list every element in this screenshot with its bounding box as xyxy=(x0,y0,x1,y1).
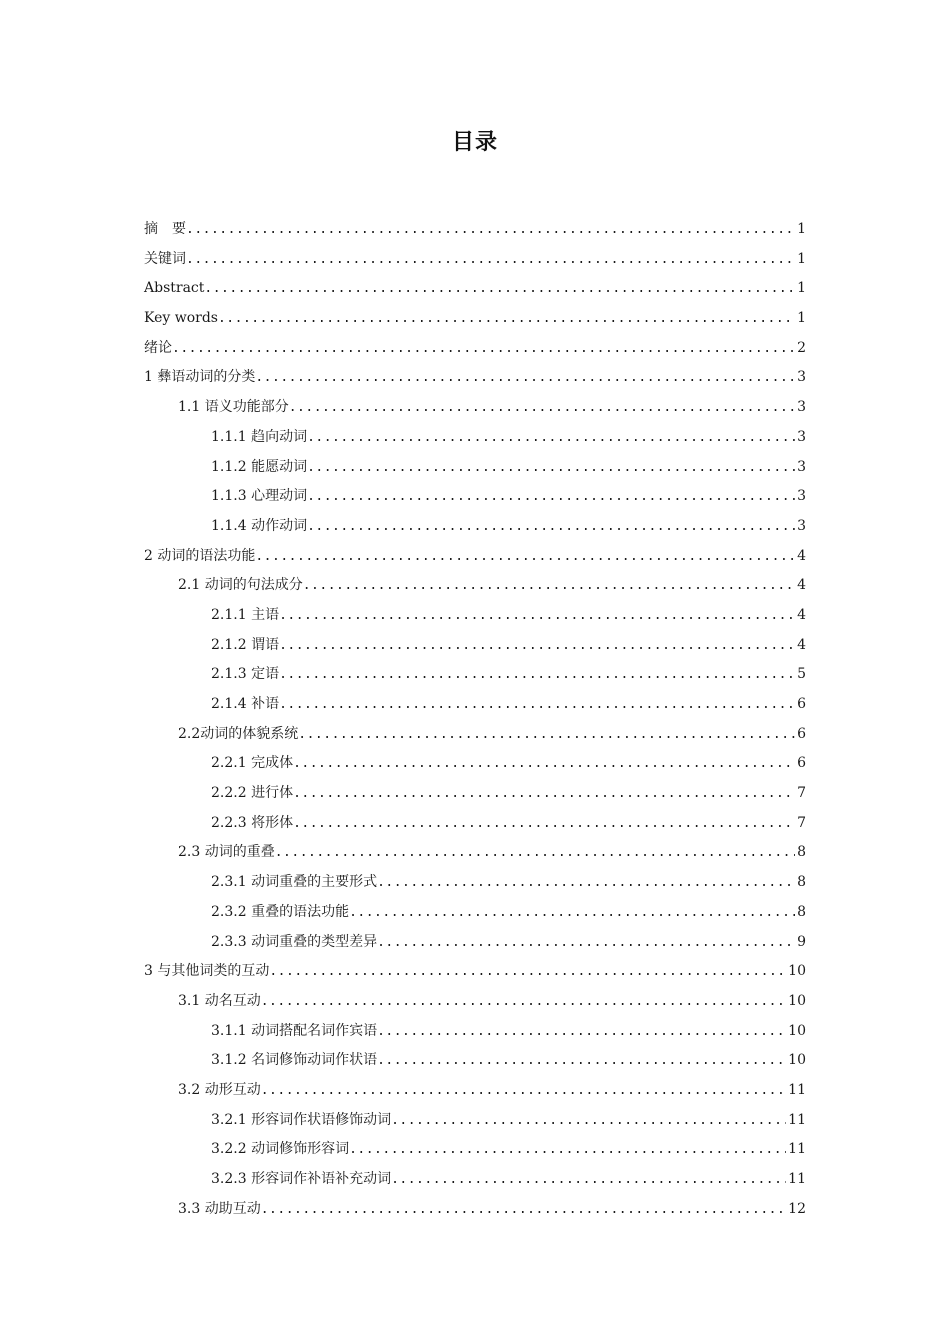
toc-entry-label: 1.1.4 动作动词 xyxy=(211,517,308,534)
dot-leader xyxy=(172,334,795,364)
toc-entry-page-number: 11 xyxy=(788,1111,806,1128)
dot-leader xyxy=(349,1135,786,1165)
toc-entry-page-number: 10 xyxy=(788,992,806,1009)
dot-leader xyxy=(293,779,795,809)
toc-entry-label: 3.2.2 动词修饰形容词 xyxy=(211,1141,350,1158)
dot-leader xyxy=(261,987,786,1017)
toc-entry-label: 3.3 动助互动 xyxy=(178,1200,261,1217)
toc-entry[interactable] xyxy=(144,453,806,483)
toc-entry-page-number: 3 xyxy=(797,399,806,416)
toc-entry-label: 1 彝语动词的分类 xyxy=(144,369,256,386)
toc-entry-label: 3.2.1 形容词作状语修饰动词 xyxy=(211,1111,392,1128)
toc-entry-label: 2.2动词的体貌系统 xyxy=(178,725,299,742)
dot-leader xyxy=(275,838,795,868)
toc-entry-page-number: 3 xyxy=(797,458,806,475)
dot-leader xyxy=(349,898,795,928)
toc-entry[interactable] xyxy=(144,779,806,809)
toc-entry-label: 摘 要 xyxy=(144,221,186,237)
dot-leader xyxy=(377,1017,786,1047)
toc-entry-label: 1.1 语义功能部分 xyxy=(178,399,289,416)
toc-entry-page-number: 1 xyxy=(797,221,806,237)
toc-entry[interactable] xyxy=(144,1046,806,1076)
toc-entry[interactable] xyxy=(144,749,806,779)
toc-entry[interactable] xyxy=(144,601,806,631)
toc-entry-label: 3.1.2 名词修饰动词作状语 xyxy=(211,1052,378,1069)
toc-entry-page-number: 5 xyxy=(797,666,806,683)
dot-leader xyxy=(261,1076,786,1106)
toc-entry[interactable] xyxy=(144,690,806,720)
toc-entry[interactable] xyxy=(144,571,806,601)
toc-entry-label: 3.1 动名互动 xyxy=(178,992,261,1009)
toc-entry-label: 1.1.3 心理动词 xyxy=(211,488,308,505)
page-title: 目录 xyxy=(451,130,498,155)
toc-entry[interactable] xyxy=(144,928,806,958)
toc-entry-label: 2.2.2 进行体 xyxy=(211,785,294,802)
toc-entry[interactable] xyxy=(144,898,806,928)
toc-entry-page-number: 3 xyxy=(797,488,806,505)
toc-entry[interactable] xyxy=(144,334,806,364)
dot-leader xyxy=(293,749,795,779)
toc-entry[interactable] xyxy=(144,1106,806,1136)
toc-entry-page-number: 2 xyxy=(797,339,806,356)
dot-leader xyxy=(303,571,795,601)
toc-entry-label: 关键词 xyxy=(144,250,186,267)
toc-entry[interactable] xyxy=(144,1076,806,1106)
toc-entry[interactable] xyxy=(144,542,806,572)
toc-entry-page-number: 4 xyxy=(797,547,806,564)
toc-entry[interactable] xyxy=(144,245,806,275)
toc-entry-label: 1.1.2 能愿动词 xyxy=(211,458,308,475)
toc-entry[interactable] xyxy=(144,482,806,512)
toc-entry[interactable] xyxy=(144,423,806,453)
toc-entry-label: 2.1.4 补语 xyxy=(211,696,280,712)
dot-leader xyxy=(186,245,795,275)
toc-entry-label: 3 与其他词类的互动 xyxy=(144,963,270,980)
toc-entry-page-number: 3 xyxy=(797,369,806,386)
toc-entry[interactable] xyxy=(144,304,806,334)
dot-leader xyxy=(186,215,795,245)
toc-entry-label: 2 动词的语法功能 xyxy=(144,547,256,564)
toc-entry-label: 2.1.3 定语 xyxy=(211,666,280,683)
toc-entry-label: 1.1.1 趋向动词 xyxy=(211,428,308,445)
dot-leader xyxy=(377,1046,786,1076)
dot-leader xyxy=(279,601,795,631)
toc-entry-page-number: 10 xyxy=(788,1052,806,1069)
toc-entry-page-number: 3 xyxy=(797,428,806,445)
toc-entry-label: 3.2.3 形容词作补语补充动词 xyxy=(211,1171,392,1187)
toc-entry[interactable] xyxy=(144,1135,806,1165)
toc-entry-label: Key words xyxy=(144,310,218,327)
toc-entry-label: 2.3.2 重叠的语法功能 xyxy=(211,903,350,920)
toc-entry[interactable] xyxy=(144,838,806,868)
dot-leader xyxy=(269,957,786,987)
dot-leader xyxy=(255,363,795,393)
dot-leader xyxy=(293,809,795,839)
toc-entry-page-number: 4 xyxy=(797,606,806,623)
toc-entry-page-number: 3 xyxy=(797,517,806,534)
toc-entry-page-number: 1 xyxy=(797,310,806,327)
dot-leader xyxy=(261,1195,786,1225)
toc-entry[interactable] xyxy=(144,987,806,1017)
dot-leader xyxy=(298,720,795,750)
toc-entry-label: 2.1 动词的句法成分 xyxy=(178,577,303,594)
toc-entry[interactable] xyxy=(144,512,806,542)
dot-leader xyxy=(255,542,795,572)
toc-entry-page-number: 12 xyxy=(788,1200,806,1217)
dot-leader xyxy=(377,928,795,958)
toc-entry[interactable] xyxy=(144,1165,806,1195)
dot-leader xyxy=(218,304,795,334)
toc-entry-label: 2.3.1 动词重叠的主要形式 xyxy=(211,874,378,891)
toc-entry-page-number: 6 xyxy=(797,755,806,772)
dot-leader xyxy=(279,660,795,690)
toc-entry-page-number: 1 xyxy=(797,280,806,297)
toc-entry-page-number: 10 xyxy=(788,1022,806,1039)
toc-entry-label: 2.3.3 动词重叠的类型差异 xyxy=(211,933,378,950)
toc-entry-page-number: 8 xyxy=(797,844,806,861)
dot-leader xyxy=(307,423,795,453)
toc-entry[interactable] xyxy=(144,809,806,839)
table-of-contents xyxy=(144,215,806,1224)
dot-leader xyxy=(377,868,795,898)
toc-entry-label: 2.1.1 主语 xyxy=(211,606,280,623)
toc-entry[interactable] xyxy=(144,1017,806,1047)
dot-leader xyxy=(391,1165,786,1195)
dot-leader xyxy=(307,453,795,483)
toc-entry[interactable] xyxy=(144,363,806,393)
toc-entry-label: 3.1.1 动词搭配名词作宾语 xyxy=(211,1022,378,1039)
dot-leader xyxy=(279,690,795,720)
dot-leader xyxy=(204,274,795,304)
toc-entry[interactable] xyxy=(144,660,806,690)
toc-entry-page-number: 4 xyxy=(797,636,806,653)
dot-leader xyxy=(307,512,795,542)
toc-entry-page-number: 4 xyxy=(797,577,806,594)
toc-entry-label: 2.2.1 完成体 xyxy=(211,755,294,772)
toc-entry-page-number: 6 xyxy=(797,725,806,742)
toc-entry-page-number: 10 xyxy=(788,963,806,980)
dot-leader xyxy=(279,631,795,661)
toc-entry-page-number: 8 xyxy=(797,874,806,891)
dot-leader xyxy=(289,393,795,423)
toc-entry-label: 2.3 动词的重叠 xyxy=(178,844,275,861)
toc-entry-label: 2.2.3 将形体 xyxy=(211,814,294,831)
toc-entry-label: 3.2 动形互动 xyxy=(178,1081,261,1098)
toc-entry[interactable] xyxy=(144,1195,806,1225)
toc-entry-page-number: 7 xyxy=(797,814,806,831)
dot-leader xyxy=(391,1106,786,1136)
toc-entry-label: Abstract xyxy=(144,280,205,297)
toc-entry[interactable] xyxy=(144,215,806,245)
toc-entry[interactable] xyxy=(144,631,806,661)
toc-entry-label: 绪论 xyxy=(144,339,172,356)
toc-entry-page-number: 8 xyxy=(797,903,806,920)
toc-entry-page-number: 7 xyxy=(797,785,806,802)
toc-entry[interactable] xyxy=(144,274,806,304)
toc-entry-page-number: 11 xyxy=(788,1141,806,1158)
dot-leader xyxy=(307,482,795,512)
toc-entry[interactable] xyxy=(144,393,806,423)
toc-entry-page-number: 6 xyxy=(797,696,806,712)
toc-entry-page-number: 9 xyxy=(797,933,806,950)
toc-entry-label: 2.1.2 谓语 xyxy=(211,636,280,653)
toc-entry[interactable] xyxy=(144,720,806,750)
toc-entry-page-number: 1 xyxy=(797,250,806,267)
toc-entry[interactable] xyxy=(144,868,806,898)
toc-entry-page-number: 11 xyxy=(788,1171,806,1187)
toc-entry[interactable] xyxy=(144,957,806,987)
toc-entry-page-number: 11 xyxy=(788,1081,806,1098)
